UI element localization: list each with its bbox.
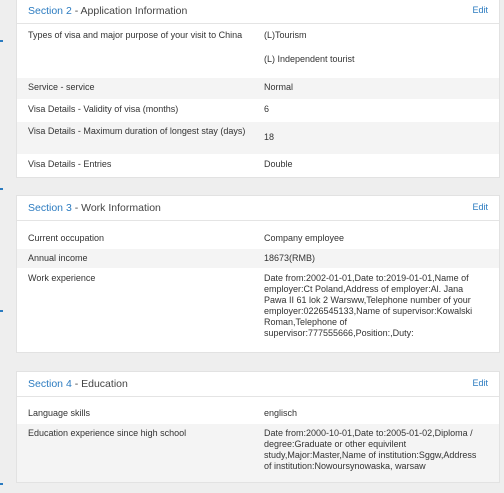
row-label: Education experience since high school	[28, 428, 187, 438]
rail-marker	[0, 310, 3, 312]
section-title-text: Work Information	[81, 202, 161, 214]
table-row	[17, 404, 499, 423]
section-header	[17, 0, 499, 24]
side-rail	[0, 0, 3, 493]
row-value: 6	[264, 104, 270, 114]
rail-marker	[0, 188, 3, 190]
section-title-separator: -	[71, 202, 82, 214]
section-title	[28, 378, 128, 390]
row-value-line: (L) Independent tourist	[264, 54, 355, 64]
section-education	[16, 371, 500, 483]
edit-work-information-link[interactable]: Edit	[472, 202, 488, 212]
section-title-text: Application Information	[80, 5, 188, 17]
table-row	[17, 229, 499, 248]
table-row	[17, 26, 499, 74]
row-value: Date from:2002-01-01,Date to:2019-01-01,Name of employer:Ct Poland,Address of employer:Al. Jana Pawa II 61 lok 2 Warsww,Telephone number of your employer:0226545133,Name of supervisor:Kowalski Roman,Telephone of supervisor:777555666,Position:,Duty:	[264, 273, 473, 338]
section-title-separator: -	[71, 5, 81, 17]
row-label: Annual income	[28, 253, 88, 263]
row-label: Work experience	[28, 273, 96, 283]
section-title	[28, 5, 187, 17]
row-value: 18673(RMB)	[264, 253, 316, 263]
row-label: Visa Details - Entries	[28, 159, 112, 169]
row-value: englisch	[264, 408, 298, 418]
section-number: Section 2	[28, 5, 72, 17]
table-row	[17, 78, 499, 99]
row-label: Visa Details - Maximum duration of longest stay (days)	[28, 126, 246, 136]
section-title-text: Education	[81, 378, 128, 390]
section-title	[28, 202, 161, 214]
row-value: Company employee	[264, 233, 345, 243]
row-label: Visa Details - Validity of visa (months)	[28, 104, 179, 114]
table-row	[17, 100, 499, 121]
rail-marker	[0, 483, 3, 485]
row-value: Normal	[264, 82, 294, 92]
rail-marker	[0, 40, 3, 42]
row-label: Current occupation	[28, 233, 105, 243]
section-title-separator: -	[71, 378, 82, 390]
section-header	[17, 196, 499, 221]
table-row	[17, 155, 499, 177]
section-application-information	[16, 0, 500, 178]
table-row	[17, 424, 499, 482]
row-value-line: (L)Tourism	[264, 30, 307, 40]
section-number: Section 4	[28, 378, 72, 390]
table-row	[17, 249, 499, 268]
row-value	[264, 30, 486, 65]
row-value: Date from:2000-10-01,Date to:2005-01-02,Diploma / degree:Graduate or other equivilent study,Major:Master,Name of institution:Sggw,Address of institution:Nowoursynowaska, warsaw	[264, 428, 477, 471]
table-row	[17, 122, 499, 154]
row-value: Double	[264, 159, 293, 169]
row-label: Language skills	[28, 408, 91, 418]
row-label: Service - service	[28, 82, 95, 92]
row-value: 18	[264, 132, 275, 142]
table-row	[17, 269, 499, 347]
edit-education-link[interactable]: Edit	[472, 378, 488, 388]
section-number: Section 3	[28, 202, 72, 214]
section-header	[17, 372, 499, 397]
edit-application-information-link[interactable]: Edit	[472, 5, 488, 15]
row-label: Types of visa and major purpose of your visit to China	[28, 30, 243, 40]
section-work-information	[16, 195, 500, 353]
